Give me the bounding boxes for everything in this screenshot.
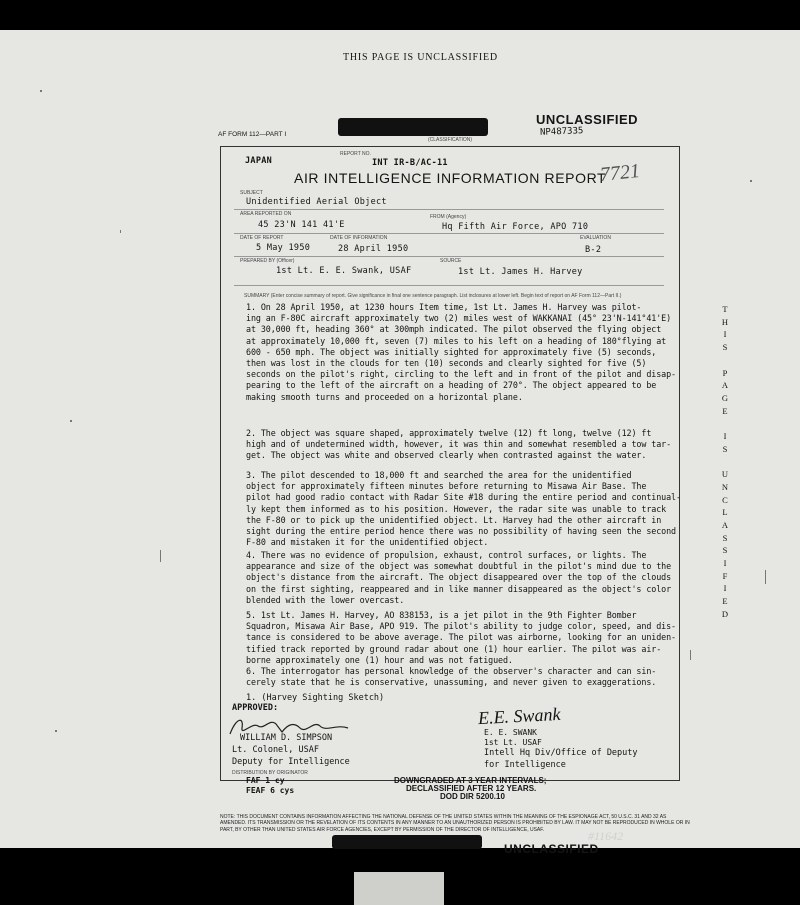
text-line: 4. There was no evidence of propulsion, exhaust, control surfaces, or lights. The [246,550,647,560]
banner-letter: A [721,519,729,530]
date-of-report: 5 May 1950 [256,243,311,253]
text-line: 6. The interrogator has personal knowledge of the observer's character and can sin- [246,666,657,676]
banner-letter [718,354,732,367]
signer-name: E. E. SWANK [484,728,537,737]
classification-label: (CLASSIFICATION) [428,137,473,143]
text-line: get. The object was white and observed clearly when contrasted against the water. [246,450,647,461]
classification-bottom: UNCLASSIFIED [504,842,599,856]
text-line: 2. The object was square shaped, approximately twelve (12) ft long, twelve (12) ft [246,428,652,438]
distribution-1: FAF 1 cy [246,776,285,785]
banner-letter: I [723,583,727,594]
paragraph-3 [246,470,681,548]
form-id: AF FORM 112—PART I [218,131,287,138]
text-line: sight during the entire period hence there was no possibility of having seen the second [246,526,676,537]
date-report-caption: DATE OF REPORT [240,235,284,241]
banner-letter: I [723,329,727,340]
text-line: tance is considered to be above average. The pilot was airborne, looking for an uniden- [246,632,676,643]
approved-label: APPROVED: [232,703,279,713]
text-line: Squadron, Misawa Air Base, APO 919. The pilot's ability to judge color, speed, and dis- [246,621,676,632]
scan-speck [690,650,691,660]
from-agency: Hq Fifth Air Force, APO 710 [442,222,589,232]
approver-rank: Lt. Colonel, USAF [232,745,319,755]
scan-speck [40,90,42,92]
banner-letter [718,455,732,468]
redaction-bar [332,835,482,849]
banner-letter: U [721,469,729,480]
date-of-information: 28 April 1950 [338,244,409,254]
banner-letter: S [722,532,728,543]
banner-letter: F [722,570,728,581]
prepared-caption: PREPARED BY (Officer) [240,258,295,264]
scan-speck [160,550,161,562]
text-line: the F-80 or to pick up the unidentified object. Lt. Harvey had the other aircraft in [246,514,662,525]
downgrade-line-2: DECLASSIFIED AFTER 12 YEARS. [406,784,537,793]
text-line: 1. On 28 April 1950, at 1230 hours Item time, 1st Lt. James H. Harvey was pilot- [246,302,642,312]
distribution-2: FEAF 6 cys [246,786,295,795]
text-line: making smooth turns and proceeded on a horizontal plane. [246,391,523,402]
paragraph-6 [246,666,666,688]
scan-speck [70,420,72,422]
summary-caption: SUMMARY (Enter concise summary of report. Give significance in final one sentence paragraph. List inclosures at lower left. Begin text of report on AF Form 112—Part II.) [244,293,622,299]
source-caption: SOURCE [440,258,462,264]
downgrade-line-3: DOD DIR 5200.10 [440,792,505,801]
paragraph-1 [246,302,676,403]
banner-letter: G [721,392,729,403]
approver-name: WILLIAM D. SIMPSON [240,733,333,743]
banner-letter: S [722,545,728,556]
from-caption: FROM (Agency) [430,214,467,220]
prepared-by: 1st Lt. E. E. Swank, USAF [276,266,412,276]
handwritten-mark: 7721 [598,159,641,187]
text-line: 5. 1st Lt. James H. Harvey, AO 838153, is a jet pilot in the 9th Fighter Bomber [246,610,637,620]
scan-speck [120,230,121,233]
text-line: 600 - 650 mph. The object was initially sighted for approximately five (5) seconds, [246,346,657,357]
divider [234,233,664,234]
evaluation-caption: EVALUATION [580,235,611,241]
paragraph-2 [246,428,672,462]
enclosure-line: 1. (Harvey Sighting Sketch) [246,693,385,703]
banner-letter [718,417,732,430]
scan-speck [750,180,752,182]
banner-letter: P [722,367,728,378]
scan-speck [55,730,57,732]
banner-letter: N [721,481,729,492]
banner-letter: D [721,608,729,619]
text-line: on the first sighting, reappeared and in like manner disappeared as the object's color [246,583,672,594]
text-line: then was lost in the clouds for ten (10) seconds and clearly sighted for five (5) [246,358,647,369]
signer-office: Intell Hq Div/Office of Deputy [484,748,638,758]
divider [234,285,664,286]
text-line: F-80 and mistaken it for the unidentified object. [246,537,489,548]
text-line: cerely state that he is conservative, unassuming, and never given to exaggerations. [246,677,657,688]
text-line: object's distance from the aircraft. The object disappeared over the top of the clouds [246,572,672,583]
scan-strip [354,872,444,905]
area-value: 45 23'N 141 41'E [258,220,345,230]
scan-speck [765,570,766,584]
banner-letter: L [722,507,728,518]
paragraph-5 [246,610,676,666]
approver-title: Deputy for Intelligence [232,757,350,767]
banner-letter: H [721,316,729,327]
text-line: borne approximately one (1) hour and was not fatigued. [246,654,513,665]
serial-stamp: NP487335 [539,126,584,138]
vertical-banner [718,303,732,621]
date-info-caption: DATE OF INFORMATION [330,235,388,241]
banner-letter: S [722,443,728,454]
banner-letter: E [722,405,728,416]
signer-for: for Intelligence [484,760,566,770]
text-line: pilot had good radio contact with Radar Site #18 during the entire period and continual- [246,492,681,503]
divider [234,256,664,257]
page-number: #11642 [588,829,624,843]
text-line: object for approximately fifteen minutes before returning to Misawa Air Base. The [246,481,647,492]
paragraph-4 [246,550,672,606]
divider [234,209,664,210]
text-line: at 30,000 ft, heading 360° at 300mph indicated. The pilot observed the flying object [246,324,662,335]
text-line: pearing to the left of the aircraft on a heading of 270°. The object appeared to be [246,380,657,391]
report-number: INT IR-B/AC-11 [372,158,448,168]
text-line: high and of undetermined width, however, it was thin and somewhat resembled a tow tar- [246,439,672,450]
banner-letter: T [722,304,728,314]
text-line: seconds on the pilot's right, circling to the left and in front of the pilot and disap- [246,369,676,380]
redaction-bar [338,118,488,136]
text-line: blended with the lower overcast. [246,594,405,605]
text-line: tified track reported by ground radar about one (1) hour earlier. The pilot was air- [246,643,662,654]
text-line: at approximately 10,000 ft, seven (7) miles to his left on a heading of 180°flying at [246,335,667,346]
footer-note: NOTE: THIS DOCUMENT CONTAINS INFORMATION AFFECTING THE NATIONAL DEFENSE OF THE UNITED STATES WITHIN THE MEANING OF THE ESPIONAGE ACT, 50 U.S.C. 31 AND 32 AS AMENDED. ITS TRANSMISSION OR THE REVELATION OF ITS CONTENTS IN ANY MANNER TO AN UNAUTHORIZED PERSON IS PROHIBITED BY LAW. IT MAY NOT BE REPRODUCED IN WHOLE OR IN PART, BY OTHER THAN UNITED STATES AIR FORCE AGENCIES, EXCEPT BY PERMISSION OF THE DIRECTOR OF INTELLIGENCE, USAF. [220,814,690,833]
banner-letter: I [723,558,727,569]
text-line: ly kept them informed as to his position. However, the radar site was unable to track [246,503,667,514]
banner-letter: I [723,431,727,442]
banner-letter: C [722,494,728,505]
document-page [0,30,800,856]
subject-caption: SUBJECT [240,190,263,196]
header-banner: THIS PAGE IS UNCLASSIFIED [343,52,498,63]
banner-letter: S [722,342,728,353]
distribution-caption: DISTRIBUTION BY ORIGINATOR [232,770,308,776]
banner-letter: A [721,380,729,391]
downgrade-line-1: DOWNGRADED AT 3 YEAR INTERVALS; [394,776,547,785]
classification-top: UNCLASSIFIED [536,112,639,127]
evaluation-value: B-2 [585,245,602,255]
signer-signature: E.E. Swank [477,703,561,729]
text-line: appearance and size of the object was somewhat doubtful in the pilot's mind due to the [246,561,672,572]
subject-value: Unidentified Aerial Object [246,197,387,207]
text-line: 3. The pilot descended to 18,000 ft and searched the area for the unidentified [246,470,632,480]
report-title: AIR INTELLIGENCE INFORMATION REPORT [294,170,607,186]
country-value: JAPAN [245,156,273,166]
signer-rank: 1st Lt. USAF [484,738,542,747]
banner-letter: E [722,596,728,607]
source-value: 1st Lt. James H. Harvey [458,267,583,277]
text-line: ing an F-80C aircraft approximately two (2) miles west of WAKKANAI (45° 23'N-141°41'E) [246,313,672,324]
area-caption: AREA REPORTED ON [240,211,292,217]
report-no-caption: REPORT NO. [340,151,371,157]
